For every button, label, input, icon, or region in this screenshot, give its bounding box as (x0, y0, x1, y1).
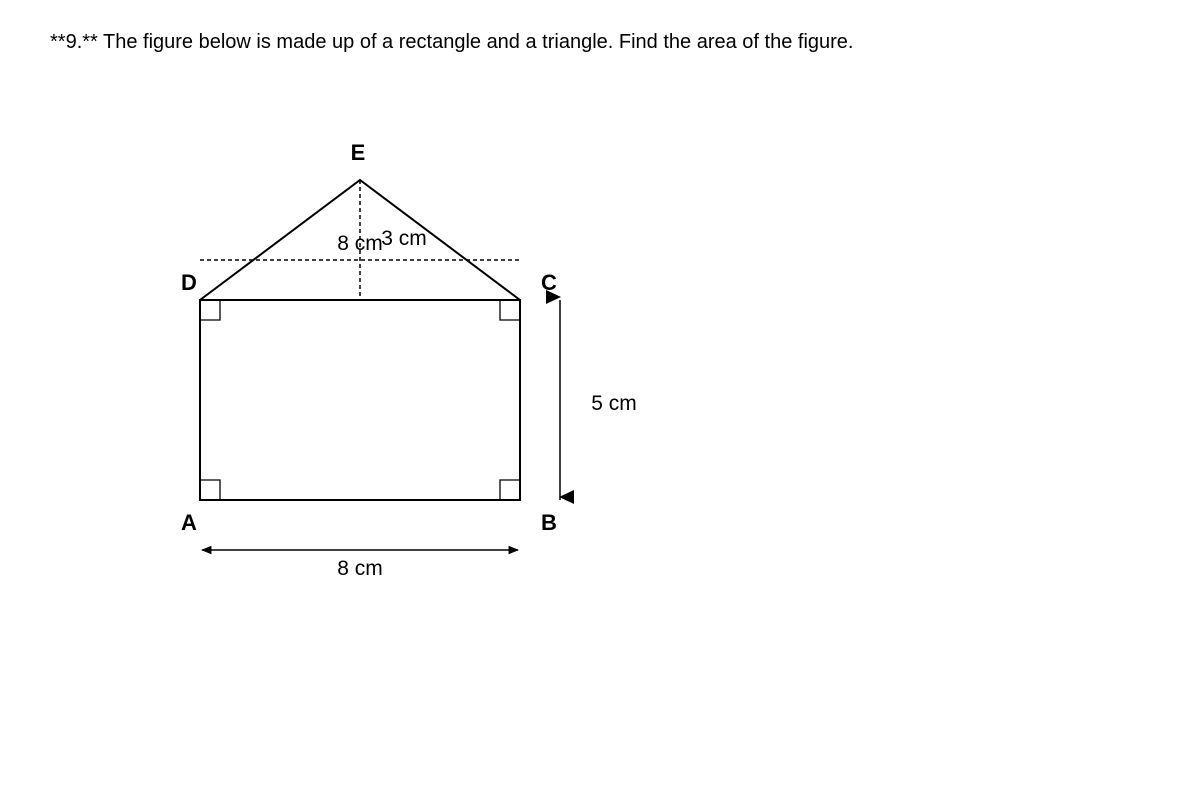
base-length-label: 8 cm (337, 557, 383, 580)
right-angle-marker-d (200, 300, 220, 320)
vertex-label-e: E (350, 140, 366, 165)
rectangle-outline (200, 300, 520, 500)
question-text: **9.** The figure below is made up of a rectangle and a triangle. Find the area of the figure. (50, 31, 854, 53)
vertex-label-b: B (541, 510, 557, 535)
triangle-height-label: 3 cm (381, 227, 427, 250)
side-arrow-bottom (559, 490, 574, 504)
side-length-label: 5 cm (591, 392, 637, 415)
right-angle-marker-c (500, 300, 520, 320)
vertex-label-d: D (181, 270, 197, 295)
vertex-label-c: C (541, 270, 557, 295)
right-angle-marker-a (200, 480, 220, 500)
dashed-width-label: 8 cm (337, 232, 383, 255)
vertex-label-a: A (181, 510, 197, 535)
right-angle-marker-b (500, 480, 520, 500)
